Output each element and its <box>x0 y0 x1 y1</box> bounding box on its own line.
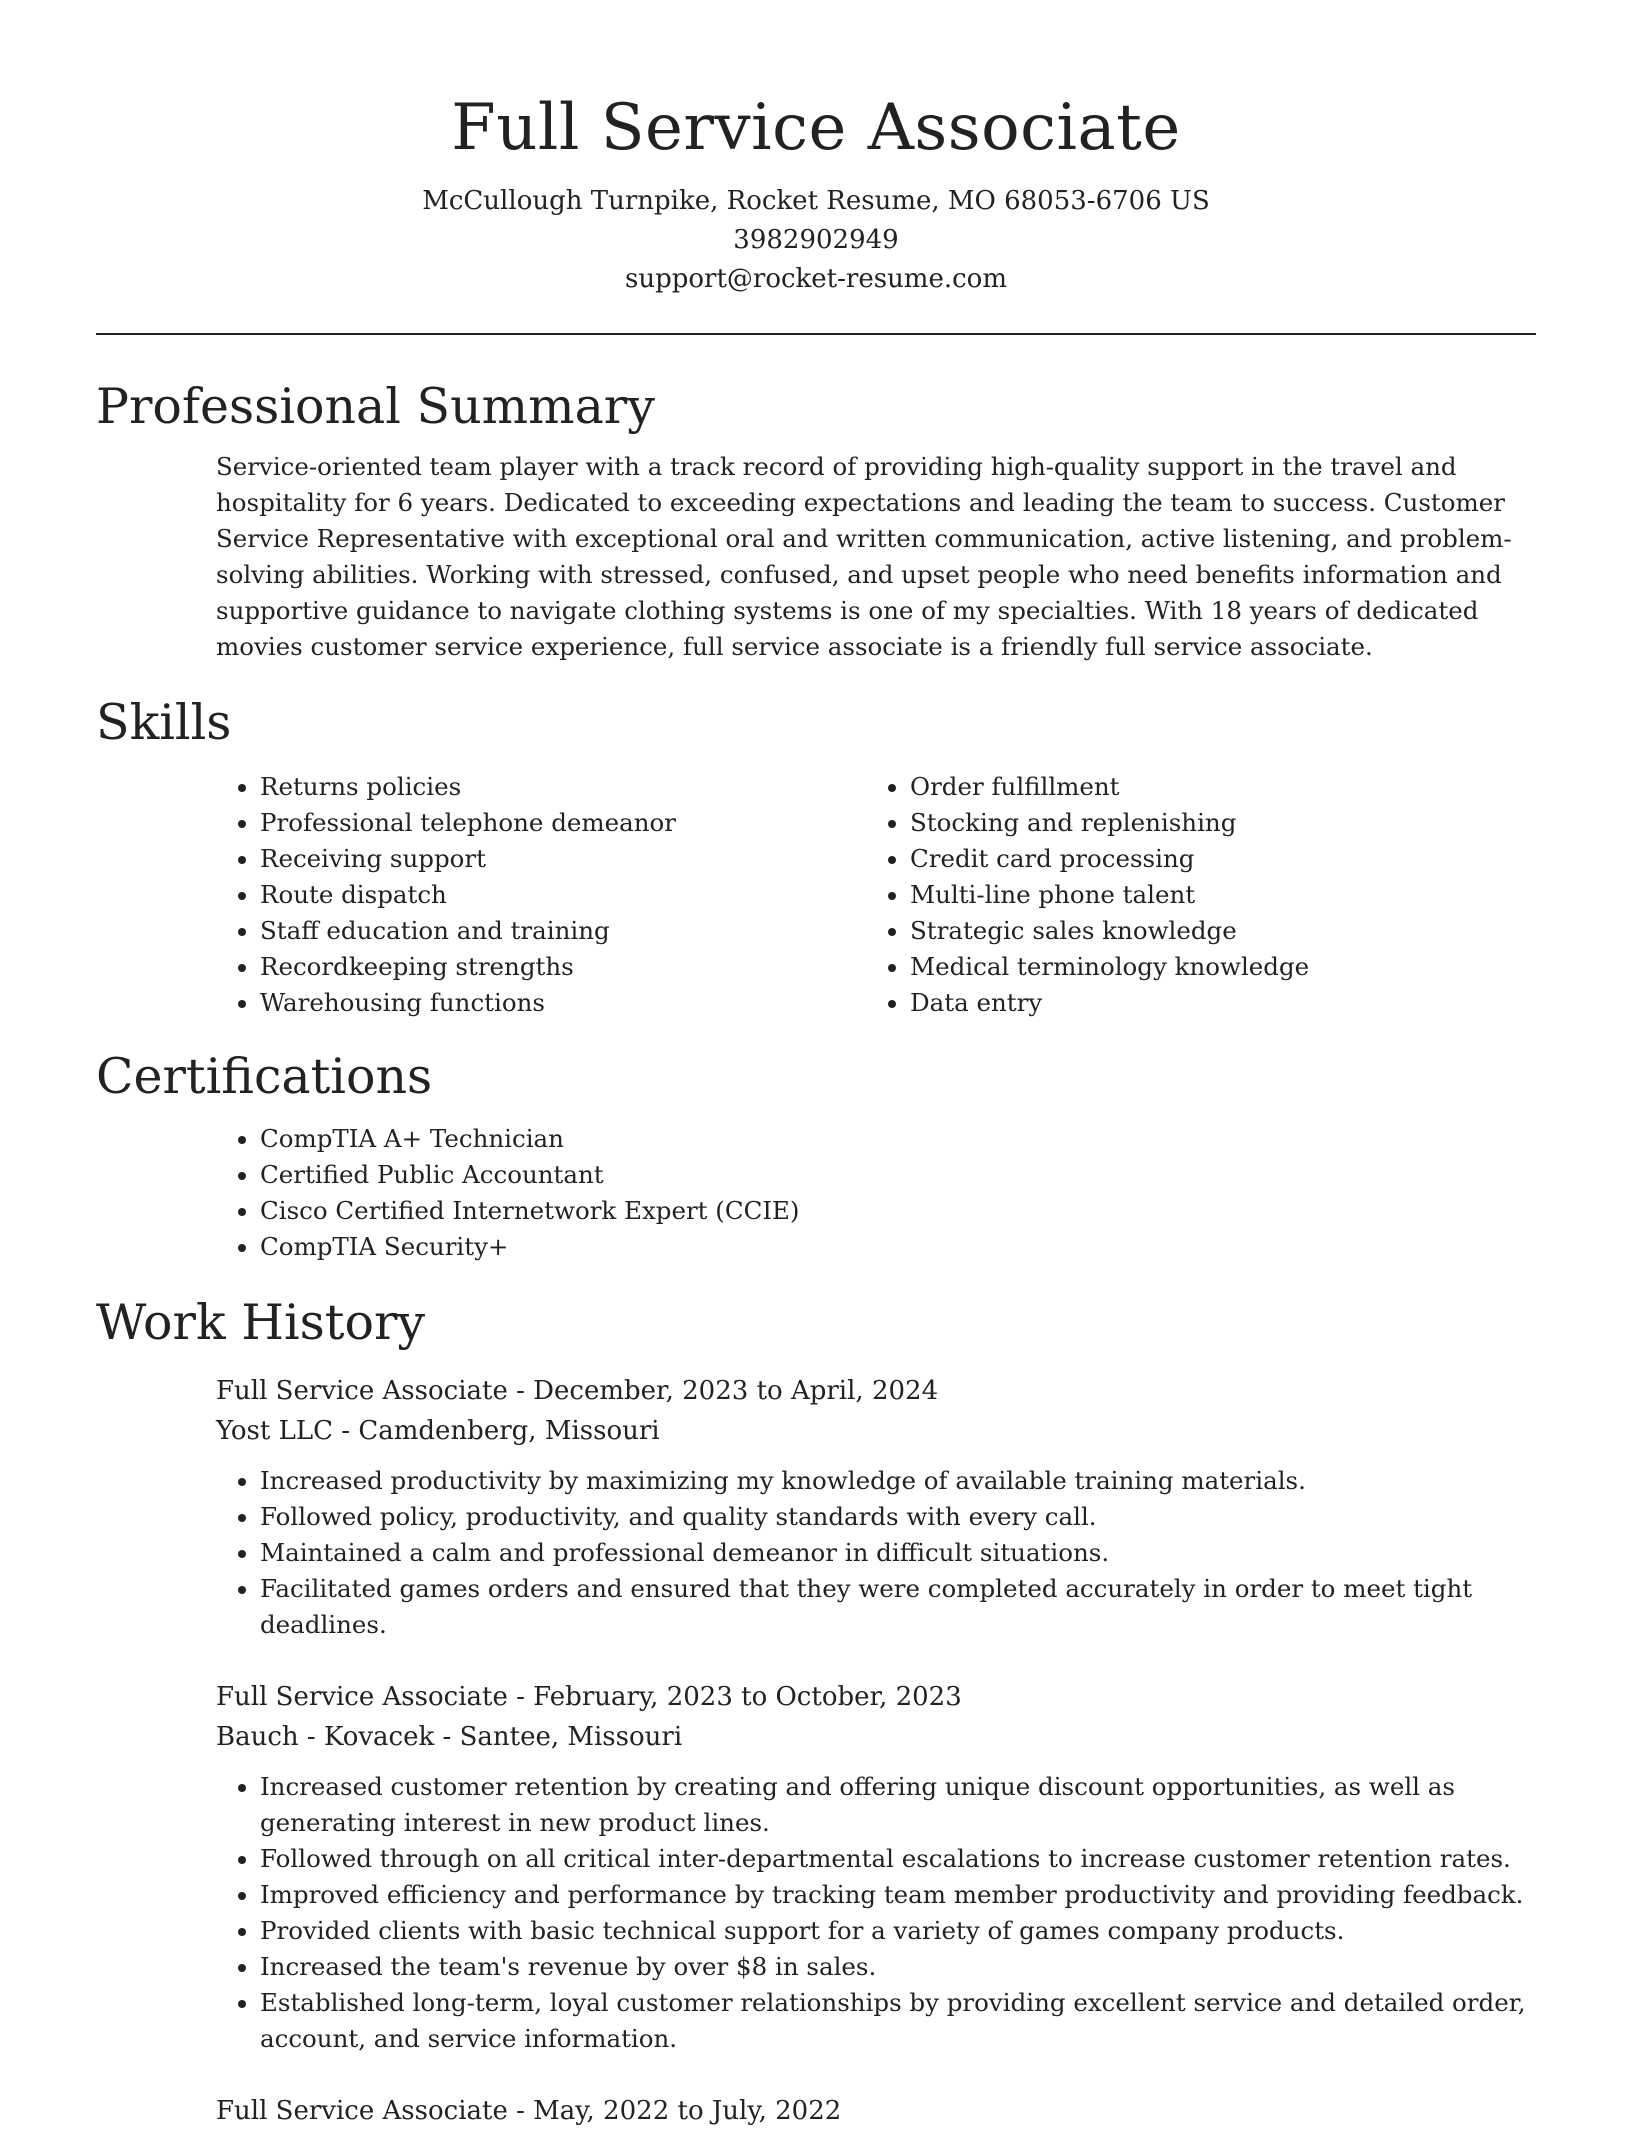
job-company: Bauch - Kovacek <box>216 1722 435 1752</box>
certifications-heading: Certifications <box>96 1048 433 1105</box>
contact-block <box>96 182 1536 299</box>
job-bullet: • Increased customer retention by creating and offering unique discount opportunities, as well as generating interest in new product lines. <box>260 1769 1536 1841</box>
job-title: Full Service Associate <box>216 1682 508 1712</box>
job-company: Yost LLC <box>216 1416 334 1446</box>
job-location: - Santee, Missouri <box>434 1722 683 1752</box>
certification-item: • CompTIA Security+ <box>260 1229 1536 1265</box>
contact-phone: 3982902949 <box>733 225 899 255</box>
job-bullets <box>216 1769 1536 2057</box>
job-title-line <box>216 1677 1536 1717</box>
job-bullet: • Followed through on all critical inter-departmental escalations to increase customer retention rates. <box>260 1841 1536 1877</box>
skill-item: • Medical terminology knowledge <box>910 949 1410 985</box>
certification-item: • Cisco Certified Internetwork Expert (CCIE) <box>260 1193 1536 1229</box>
skill-item: • Multi-line phone talent <box>910 877 1410 913</box>
skill-item: • Order fulfillment <box>910 769 1410 805</box>
skill-item: • Warehousing functions <box>260 985 746 1021</box>
job-entry <box>216 1371 1536 1643</box>
job-entry <box>216 2091 1536 2131</box>
resume-title: Full Service Associate <box>451 91 1181 165</box>
job-title: Full Service Associate <box>216 2096 508 2126</box>
skills-list-left <box>96 769 746 1021</box>
job-bullet: • Established long-term, loyal customer relationships by providing excellent service and detailed order, account, and service information. <box>260 1985 1536 2057</box>
contact-address: McCullough Turnpike, Rocket Resume, MO 68053-6706 US <box>422 186 1210 216</box>
job-dates: - December, 2023 to April, 2024 <box>507 1376 939 1406</box>
job-location: - Camdenberg, Missouri <box>333 1416 660 1446</box>
summary-text: Service-oriented team player with a track record of providing high-quality support in the travel and hospitality for 6 years. Dedicated to exceeding expectations and leading the team to success. Customer Service Representative with exceptional oral and written communication, active listening, and problem-solving abilities. Working with stressed, confused, and upset people who need benefits information and supportive guidance to navigate clothing systems is one of my specialties. With 18 years of dedicated movies customer service experience, full service associate is a friendly full service associate. <box>216 452 1512 661</box>
skills-heading: Skills <box>96 694 232 751</box>
job-company-line <box>216 1411 1536 1451</box>
summary-section <box>96 375 1536 665</box>
job-bullets <box>216 1463 1536 1643</box>
job-bullet: • Increased the team's revenue by over $8 in sales. <box>260 1949 1536 1985</box>
skill-item: • Recordkeeping strengths <box>260 949 746 985</box>
certification-item: • Certified Public Accountant <box>260 1157 1536 1193</box>
certification-item: • CompTIA A+ Technician <box>260 1121 1536 1157</box>
job-bullet: • Facilitated games orders and ensured that they were completed accurately in order to meet tight deadlines. <box>260 1571 1536 1643</box>
skill-item: • Stocking and replenishing <box>910 805 1410 841</box>
job-company-line <box>216 1717 1536 1757</box>
job-title: Full Service Associate <box>216 1376 508 1406</box>
header-divider <box>96 333 1536 335</box>
skill-item: • Data entry <box>910 985 1410 1021</box>
skill-item: • Route dispatch <box>260 877 746 913</box>
work-history-section <box>96 1291 1536 2131</box>
skills-list-right <box>910 769 1410 1021</box>
work-history-heading: Work History <box>96 1294 426 1351</box>
skill-item: • Strategic sales knowledge <box>910 913 1410 949</box>
skill-item: • Staff education and training <box>260 913 746 949</box>
skills-section <box>96 691 1536 1021</box>
job-dates: - May, 2022 to July, 2022 <box>507 2096 842 2126</box>
resume-page <box>96 0 1536 2131</box>
skill-item: • Professional telephone demeanor <box>260 805 746 841</box>
skills-columns <box>96 769 1536 1021</box>
contact-email: support@rocket-resume.com <box>624 264 1007 294</box>
certifications-list <box>96 1121 1536 1265</box>
skill-item: • Receiving support <box>260 841 746 877</box>
certifications-section <box>96 1045 1536 1265</box>
job-dates: - February, 2023 to October, 2023 <box>507 1682 962 1712</box>
job-bullet: • Maintained a calm and professional demeanor in difficult situations. <box>260 1535 1536 1571</box>
job-title-line <box>216 2091 1536 2131</box>
job-bullet: • Followed policy, productivity, and quality standards with every call. <box>260 1499 1536 1535</box>
job-bullet: • Increased productivity by maximizing my knowledge of available training materials. <box>260 1463 1536 1499</box>
job-bullet: • Provided clients with basic technical support for a variety of games company products. <box>260 1913 1536 1949</box>
skill-item: • Credit card processing <box>910 841 1410 877</box>
job-bullet: • Improved efficiency and performance by tracking team member productivity and providing feedback. <box>260 1877 1536 1913</box>
skill-item: • Returns policies <box>260 769 746 805</box>
job-title-line <box>216 1371 1536 1411</box>
job-entry <box>216 1677 1536 2057</box>
summary-heading: Professional Summary <box>96 378 655 435</box>
